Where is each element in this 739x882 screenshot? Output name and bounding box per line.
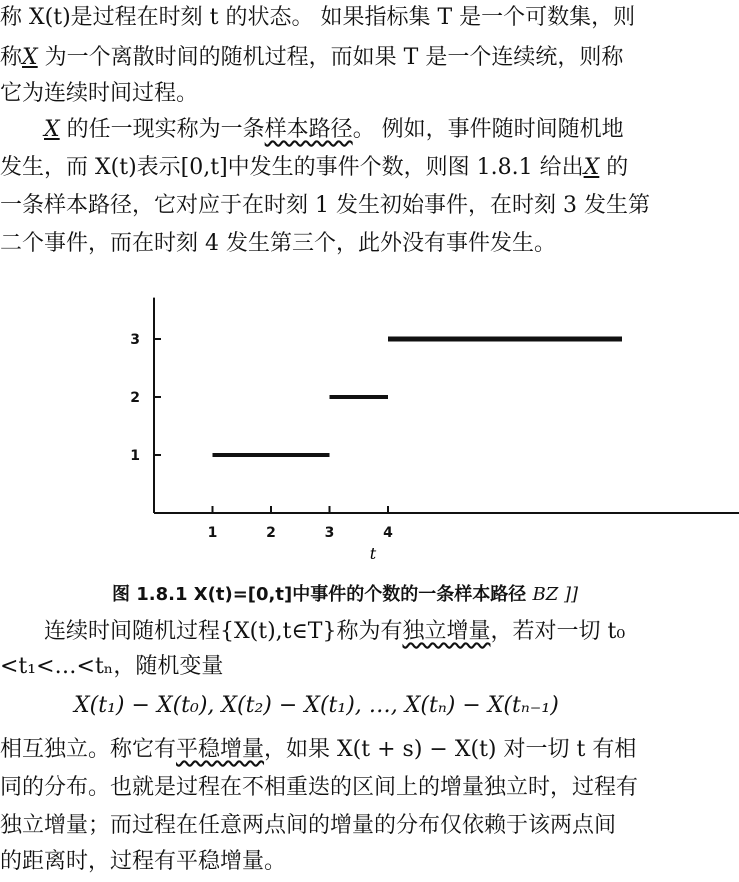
p2-line2-text: 发生，而 X(t)表示[0,t]中发生的事件个数，则图 1.8.1 给出: [0, 155, 584, 180]
x-tick-label: 2: [266, 525, 276, 541]
p2-line1-x: X: [44, 117, 60, 142]
p3-line3-wavy: 平稳增量: [176, 737, 265, 762]
p1-line2-x: X: [22, 45, 38, 70]
x-tick-label: 3: [324, 525, 335, 541]
caption-tail: BZ ]]: [532, 584, 579, 605]
p2-line1-pre: 的任一现实称为一条: [59, 117, 265, 142]
p3-line6: 的距离时，过程有平稳增量。: [0, 849, 287, 874]
y-tick-label: 2: [130, 390, 140, 406]
equation-increments: X(t₁) − X(t₀), X(t₂) − X(t₁), …, X(tₙ) − X(tₙ₋₁): [74, 693, 559, 718]
p3-line1-pre: 连续时间随机过程{X(t),t∈T}称为有: [44, 619, 403, 644]
p2-line1-post: 。 例如，事件随时间随机地: [352, 117, 624, 142]
p2-line3: 一条样本路径，它对应于在时刻 1 发生初始事件，在时刻 3 发生第: [0, 193, 650, 218]
p3-line1-post: ，若对一切 t₀: [490, 619, 626, 644]
p2-line2-post: 的: [599, 155, 629, 180]
y-tick-label: 1: [130, 448, 140, 464]
p1-line2-pre: 称: [0, 45, 23, 70]
p1-line3: 它为连续时间过程。: [0, 81, 199, 106]
p3-line3-post: ，如果 X(t + s) − X(t) 对一切 t 有相: [264, 737, 637, 762]
p3-line5: 独立增量；而过程在任意两点间的增量的分布仅依赖于该两点间: [0, 813, 617, 838]
p2-line4: 二个事件，而在时刻 4 发生第三个，此外没有事件发生。: [0, 231, 556, 256]
p3-line4: 同的分布。也就是过程在不相重迭的区间上的增量独立时，过程有: [0, 775, 639, 800]
x-tick-label: 1: [207, 525, 218, 541]
x-tick-label: 4: [383, 525, 393, 541]
p3-line1: [44, 618, 625, 646]
p3-line1-wavy: 独立增量: [402, 619, 491, 644]
p1-line2-post: 为一个离散时间的随机过程，而如果 T 是一个连续统，则称: [37, 45, 624, 70]
p2-line1-wavy: 样本路径: [264, 117, 353, 142]
p2-line2-x: X: [583, 155, 600, 180]
y-tick-label: 3: [130, 332, 140, 348]
p3-line3: [0, 736, 636, 764]
p1-line1: 称 X(t)是过程在时刻 t 的状态。 如果指标集 T 是一个可数集，则: [0, 5, 636, 30]
caption-label: 图 1.8.1 X(t)=[0,t]中事件的个数的一条样本路径: [112, 584, 527, 605]
p3-line2: <t₁<…<tₙ，随机变量: [0, 654, 224, 679]
x-axis-label: t: [369, 544, 377, 563]
p3-line3-pre: 相互独立。称它有: [0, 737, 177, 762]
figure-caption: [112, 580, 578, 606]
